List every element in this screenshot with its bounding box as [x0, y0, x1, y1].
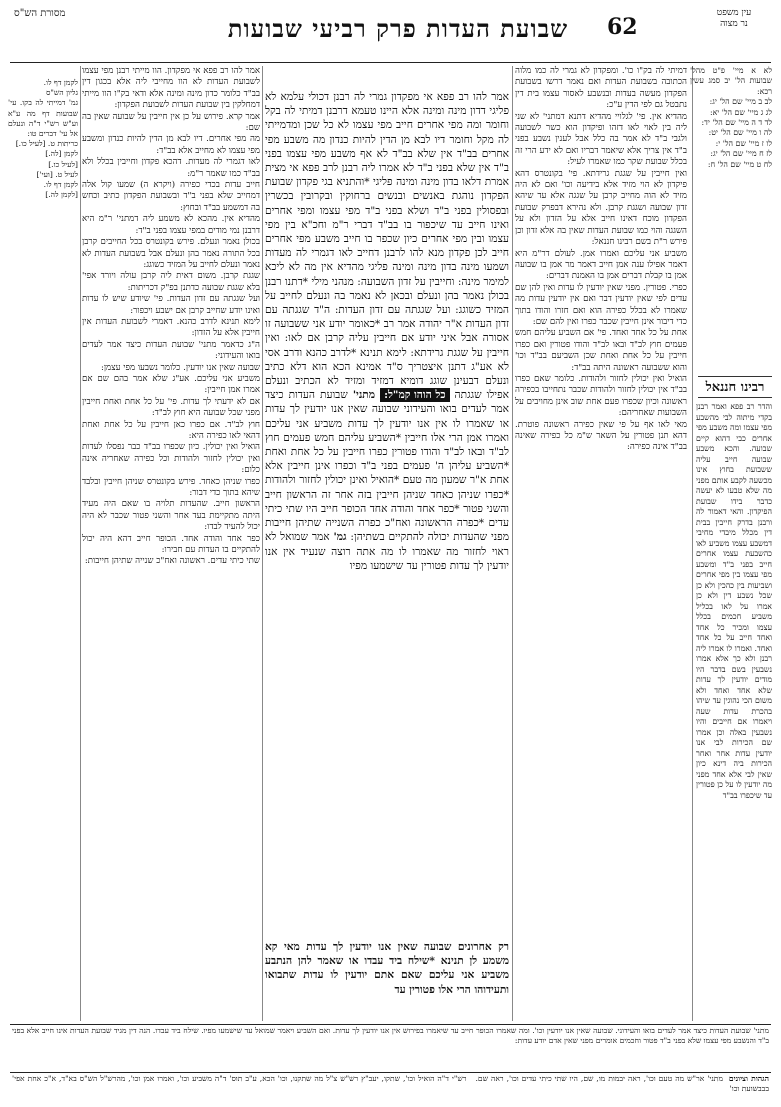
- footer-text: [9, 1074, 770, 1095]
- gemara-opening: אמר להו רב פפא אי מפקדון גמרי לה רבנן דכולי עלמא לא פליגי דדון מינה ומינה אלא היינו טעמא דרבנן דמיתי לה בקל וחומר ומה מפי אחרים חייב מפי עצמו לא כל שכן ומדמייתי לה מקל וחומר דיו לבא מן הדין להיות כנדון מה משבע מפי אחרים בב"ד אין שלא בב"ד לא אף משבע מפי עצמו בפני ב"ד אין שלא בפני ב"ד לא אמרו ליה רבנן לרב פפא אי מצית אמרת דלאו בדון מינה ומינה פליגי *והתניא בגי פקדון שבועת הפקדון נוהגת באנשים ובנשים ברחוקין ובקרובין בכשרין ובפסולין בפני ב"ד ושלא בפני ב"ד מפי עצמו ומפי אחרים ואינו חייב עד שיכפור בו בב"ד דברי ר"מ וחכ"א בין מפי עצמו ובין מפי אחרים כיון שכפר בו חייב משבע מפי אחרים חייב לכן פקדון מנא להו לרבנן דחייב לאו דגמרי לה מעדות ושמעו מינה בדון מינה ומינה פליגי מהדיא אין מה לא ליכא למימר מינה: וחייבין על זדון השבועה: מנהני מילי *דתנו רבנן בכולן נאמר בהן ונעלם ובכאן לא נאמר בה ונעלם לחייב על המזיד כשוגג: ועל שגגתה עם זדון העדות: ה"ד שגגתה עם זדון העדות א"ר יהודה אמר רב *כאומר יודע אני ששבועה זו אסורה אבל איני יודע אם חייבין עליה קרבן אם לאו: ואין חייבין על שגגת גרידתא: לימא תנינא *לדרב כהנא ודרב אסי לא אע"ג דתנן איצטריך ס"ד אמינא הכא הוא דלא כתיב ונעלם דבעינן שוגג דומיא דמזיד ומזיד לא הכתיב ונעלם אפילו שגגתה: [261, 91, 509, 402]
- gemara-text: [261, 90, 509, 573]
- gemara-tail: [261, 940, 509, 1020]
- masoret-hashas-text: לקמן דף לו. גליון הש"ס גמ' דמייתי לה בקו. עי' שבועות דף מה ע"א וע"ש רש"י ד"ה ונעלם אל עי' דברים טו: כריתות ט. [לעיל כו.] לקמן [לה.] [לעיל כו.] לעיל ט. [ועי'] לקמן דף לו. [לקמן לה.]: [8, 78, 78, 200]
- header-divider: [10, 62, 771, 63]
- masoret-hashas-label: מסורת הש"ס: [14, 8, 66, 19]
- mishna-badge: כל הוהו קמ"ל:: [380, 388, 449, 402]
- ein-mishpat-text: לא א מיי' פ"ט מהל' שבועות הל' יב סמג עשין רכא: לב ב מיי' שם הל' יג: לג ג מיי' שם הל' יא: לד ד ה מיי' שם הל' יד: לה ו מיי' שם הל' יט: לו ז מיי' שם הל' י: לז ח מיי' שם הל' יג: לח ט מיי' שם הל' ח:: [690, 66, 772, 169]
- gemara-column: [261, 90, 509, 940]
- rashi-text: דמיתי לה בק"ו כו'. ומפקדון לא גמרי לה כמו מלוה הכתובה בשבועת העדות ואם נאמר דרשו בשבועת הפקדון מעשה בעדות ובנשבע לאסור עצמו בית דין נתבטל גם לפי הדין ע"כ: מהדיא אין. פי' לגלויי מהדיא דתנא דמתני' לא שני ליה בין לאוי לאו דזהו ופיקדון הוא כשר לשבועה ולגבי ב"ד לא אמר בה כלל אבל לענין נשבע בפני ב"ד אין צריך אלא שיאמר דבריו ואם לא ידע הרי זה בכלל שבועת שקר כמו שאמרו לעיל: ואין חייבין על שגגת גרידתא. פי' בקונטרס דהא פיקדון לא הוי מזיד אלא בידיעה וכו' ואם לא היה מזיד לא הוה מחייב קרבן על שגגה אלא עד שיהא זדון שבועה ושגגת קרבן. ולא נהירא דבפרק שבועת הפקדון מוכח דאינו חייב אלא על הזדון ולא על השגגה והוי כמו שבועת העדות שאין בה אלא זדון וכן פירש ר"ת בשם רבינו חננאל: משביע אני עליכם ואמרו אמן. לעולם דר"מ היא דאמר אפילו ענה אמן חייב דאמר מר אמן בו שבועה אמן בו קבלת דברים אמן בו האמנת דברים: כפרי. פטורין. מפני שאין יודעין לו עדות ואין להן שם עדים לפי שאין יודעין דבר ואם אין יודעין עדות מה שאמרו לא בכלל כפירה הוא ואם חזרו והודו בתוך כדי דיבור אינן חייבין שכבר כפרו ואין להם שם: אחת על כל אחד ואחד. פי' אם השביע עליהם חמש פעמים חוץ לב"ד ובאו לב"ד והודו פטורין ואם כפרו חייבין על כל אחת ואחת שכן השביעם בב"ד וכו' והוא ששבועה ראשונה היתה בב"ד: הואיל ואין יכולין לחזור ולהודות. כלומר שאם כפרו בב"ד אין יכולין לחזור ולהודות שכבר נתחייבו בכפירה ראשונה וכיון שכפרו פעם אחת שוב אינן מחויבים על השבועות שאחריהם: מאי לאו אף על פי שאין כפירה ראשונה פוטרת. דהא תנן פטורין על השאר ש"מ כל כפירה שאינה בב"ד אינה כפירה:: [515, 66, 687, 453]
- footer-notes: מתני' אר"ש מה טעם וכו', ראה יבמות מו, שם, היו שתי כיתי עדים וכו', ראה שם. רש"י ד"ה הואיל וכו', שתקו, יעב"ץ רש"ש צ"ל מה שתקנו, וכו' הכא, ע"ב תוס' ד"ה משביע וכו', ואמרו אמן וכו', מהרש"ל הש"ס בא"ד, א"כ אחת אפי' בבבשועת וכו': [9, 1074, 769, 1094]
- rashi-column: [515, 66, 687, 1021]
- tosafot-column: [82, 66, 260, 1021]
- rabbeinu-chananel-text: והדר רב פפא ואמר רבנן בקדי מיתוה לבי מהשבע מפי עצמו ומה משבע מפי אחרים כבי דהוא קיים שבועה. והכא משבע שבועה חייב עליה ששבועת בחוץ אינו מכשעה לקבע אותם מפני מה שלא טבעו לא יעשה כדבר בידו שבועת הפיקדון. והאי דאמור לה ורבנן בדרק חייבין בבית דין מכלל מיבדי מחיבי דמשבע עצמו משביע לאו כהשבעת עצמו אחרים חייב בפני ב"ד ומשבע מפי עצמו בין מפי אחרים ושביעות בין כהכין ולא כן שכל נשבע דין ולא כן אמרו על לאו בכליל משביע חכמים בכלל עצמו ומכיר כל אחד ואחד חייב על כל אחד ואחד. ואמרו לו אמרו ליה רבנן ולא כך אלא אמרו נשבעין בשם בדבר היו מודים יודעין לך עדות שלא אחד ואחד ולא משום הכי נהוגין עד שיהו בהכרת עדות שעה ויאמרו אם חייבים והיו נשבעין באלה וכן אמרו שם הכירות לבי אנו יודעין עדות אחר ואחר הכירות ביה דינא כיון שאין לבי אלא אחד מפני מה יודעין לו על כן פטורין עד שיכפרו בב"ד: [693, 402, 772, 800]
- rabbeinu-chananel-column: [693, 402, 772, 1017]
- gemara-body: אמר שמואל לא ראוי לחזור מה שאמרו לו מה אתה רוצה שנעיד אין אנו יודעין לך עדות פטורין עד שישמעו מפיו: [261, 531, 509, 572]
- mishna-label: מתני': [352, 389, 376, 402]
- haggahot-footer: [9, 1074, 770, 1104]
- masoret-hashas-column: [8, 78, 78, 1018]
- page-number: 62: [607, 14, 638, 40]
- footer-divider: [10, 1072, 771, 1073]
- rabbeinu-chananel-heading: רבינו חננאל: [698, 376, 772, 398]
- page-title: שבועת העדות פרק רביעי שבועות: [227, 14, 569, 43]
- bottom-notes-text: מתני' שבועת העדות כיצד אמר לעדים בואו והעידוני. שבועה שאין אנו יודעין וכו'. ומה שאמרו הכופר חייב עד שיאמרו בפירוש אין אנו יודעין לך עדות. ואם השביע ויאמר שמואל עד שישמעו מפיו. שילח ביד עבדו. הנה דין מגיד שבועת העדות אינו חייב אלא בפני ב"ד והנשבע מפי עצמו שלא בפני ב"ד פטור וחכמים אומרים מפני שאין אדם יודע עדות:: [9, 1026, 769, 1046]
- bottom-divider: [10, 1024, 771, 1025]
- page-header: [0, 0, 781, 62]
- tosafot-text: אמר להו רב פפא אי מפקדון. הוו מייתי רבנן מפי עצמו לשבועת העדות לא הוו מחייבי ליה אלא בכגון דין בב"ד כלומר כדון מינה ומינה אלא ודאי בק"ו הוו מייתי דמחלקין בין שבועת העדות לשבועת הפקדון: אמר קרא. פירוש על כן אין חייבין על שבועה שאין בה שם: מה מפי אחרים. דיו לבא מן הדין להיות כנדון ומשבע מפי עצמו לא מחייב אלא בב"ד: לאו דגמרי לה מעדות. דהכא פקדון וחייבין בכלל ולא בב"ד כמו שאמר ר"מ: חייב עדות בכדי כפירה (ויקרא ה) שמעו קול אלה דמחייב שלא בפני ב"ד ובשבועת הפקדון כתיב וכחש בה דמשמע בב"ד ובחוץ: מהדיא אין. מהכא לא משמע ליה דמתני' ר"מ היא דרבנן נמי מודים במפי עצמו בפני ב"ד: בכולן נאמר ונעלם. פירש בקונטרס בכל החייבים קרבן בכל התורה נאמר בהן ונעלם אבל בשבועת העדות לא נאמר ונעלם לחייב על המזיד כשוגג: שגגת קרבן. משום דאית ליה קרבן עולה ויורד אפי' בלא שגגת שבועה כדתנן בפ"ק דכריתות: ועל שגגתה עם זדון העדות. פי' שיודע שיש לו עדות ואינו יודע שחייב קרבן אם ישבע ויכפור: לימא תנינא לדרב כהנא. דאמרי לשבועת העדות אין חייבין אלא על הזדון: ה"ג כדאמר מתני' שבועת העדות כיצד אמר לעדים בואו והעידוני: שבועה שאין אנו יודעין. כלומר נשבעו מפי עצמן: משביע אני עליכם. אע"ג שלא אמר בהם שם אם אמרו אמן חייבין: אם לא ידעתי לך עדות. פי' על כל אחת ואחת חייבין מפני שכל שבועה היא חוץ לב"ד: חוץ לב"ד. אם כפרו כאן חייבין על כל אחת ואחת דהאי לאו כפירה היא: הואיל ואין יכולין. כיון שכפרו בב"ד כבר נפסלו לעדות ואין יכולין לחזור ולהודות וכל כפירה שאחריה אינה כלום: כפרו שניהן כאחד. פירש בקונטרס שניהן חייבין ובלבד שיהא בתוך כדי דבור: הראשון חייב. שהעדות תלויה בו שאם היה מעיד היתה מתקיימת בעד אחר והשני פטור שכבר לא היה יכול להעיד לבדו: כפר אחד והודה אחד. הכופר חייב דהא היה יכול להתקיים בו העדות עם חבירו: שתי כיתי עדים. ראשונה ואח"כ שנייה שתיהן חייבות:: [82, 66, 260, 567]
- bottom-notes: [9, 1026, 769, 1070]
- footer-label: הגהות וציונים: [728, 1074, 770, 1083]
- gemara-tail-text: רק אחרונים שבועה שאין אנו יודעין לך עדות מאי קא משמע לן תנינא *שילח ביד עבדו או שאמר להן הנתבע משביע אני עליכם שאם אתם יודעין לו עדות שתבואו ותעידוהו הרי אלו פטורין עד: [261, 941, 509, 996]
- gemara-label: גמ': [333, 531, 347, 544]
- ein-mishpat-label: עין משפט נר מצוה: [716, 8, 752, 29]
- ein-mishpat-column: [690, 66, 772, 246]
- mishna-text: שבועת העדות כיצד אמר לעדים בואו והעידוני שבועה שאין אנו יודעין לך עדות או שאמרו לו אין אנו יודעין לך עדות משביע אני עליכם ואמרו אמן הרי אלו חייבין *השביע עליהם חמש פעמים חוץ לב"ד ובאו לב"ד והודו פטורין כפרו חייבין על כל אחת ואחת *השביע עליהן ה' פעמים בפני ב"ד וכפרו אינן חייבין אלא אחת א"ר שמעון מה טעם *הואיל ואינן יכולין לחזור ולהודות *כפרו שניהן כאחד שניהן חייבין בזה אחר זה הראשון חייב והשני פטור *כפר אחד והודה אחד הכופר חייב היו שתי כיתי עדים *כפרה הראשונה ואח"כ כפרה השנייה שתיהן חייבות מפני שהעדות יכולה להתקיים בשתיהן:: [261, 389, 509, 544]
